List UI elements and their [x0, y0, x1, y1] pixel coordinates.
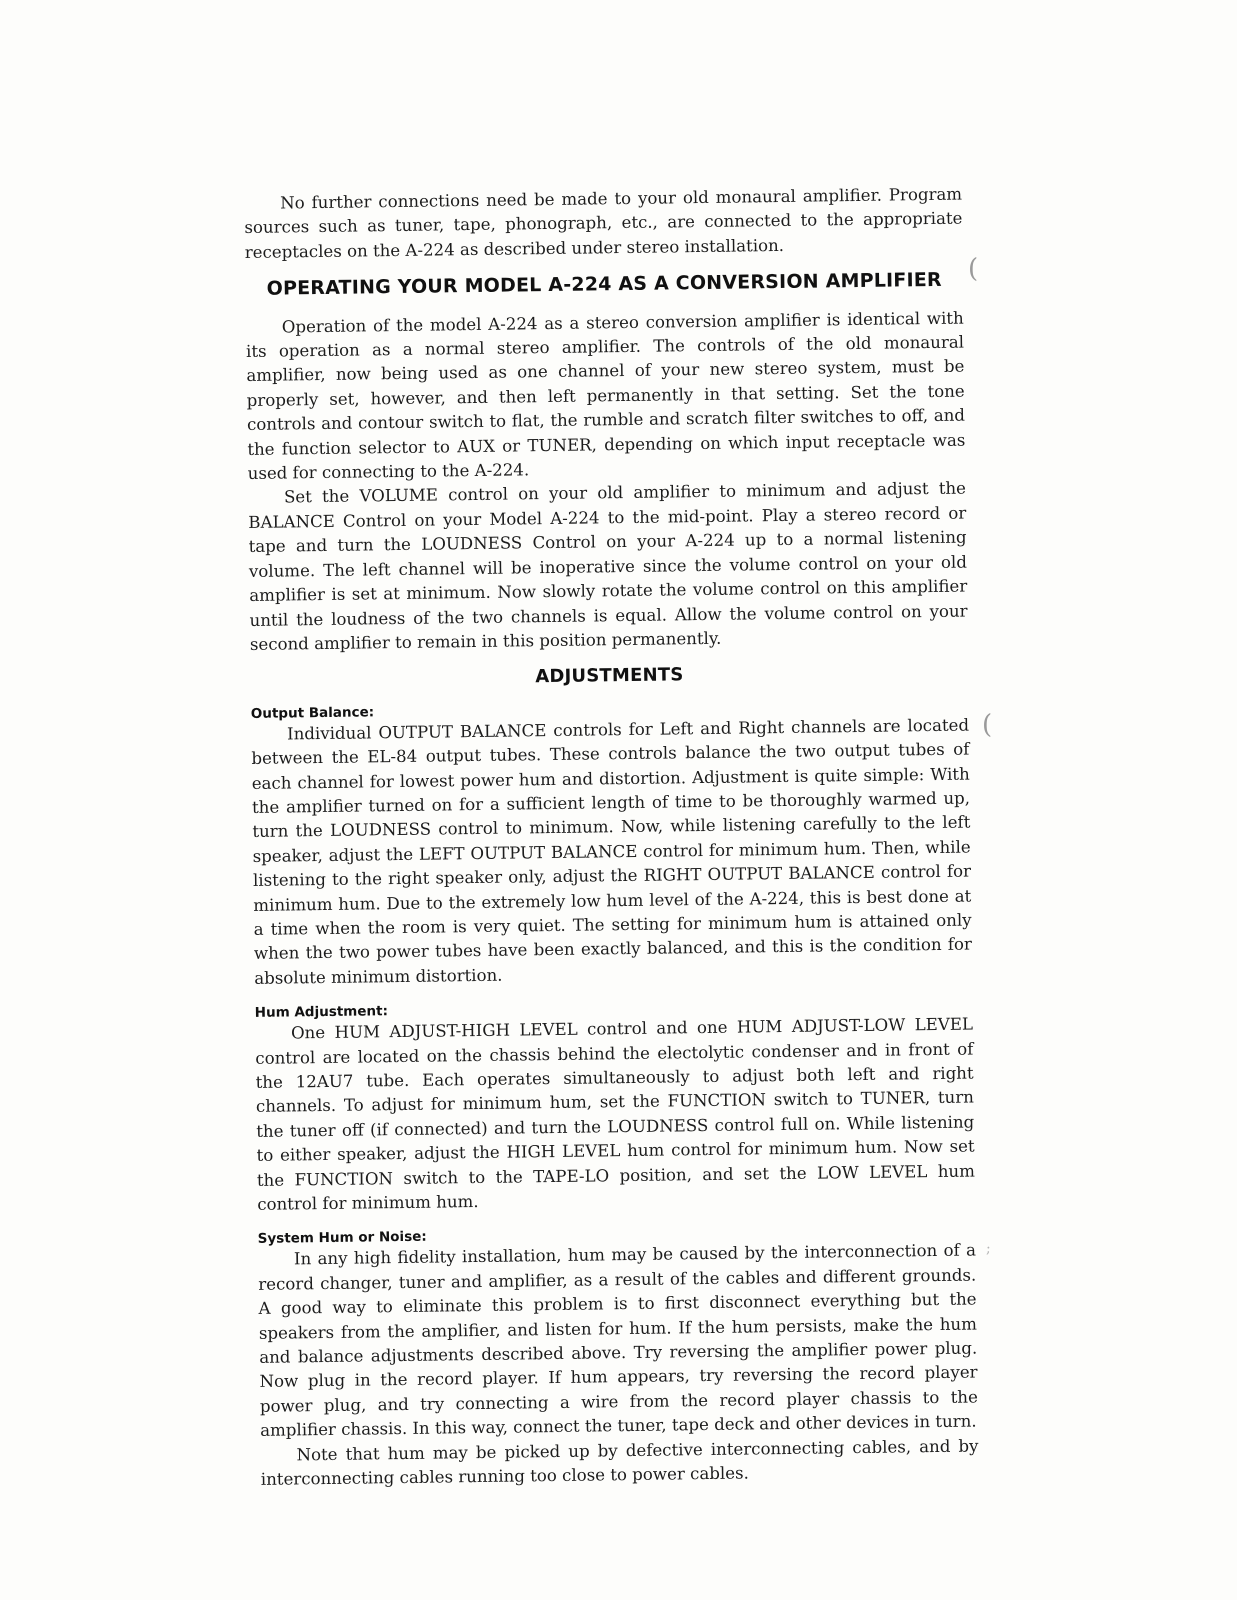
page-content: [244, 183, 979, 1493]
hum-adjustment-paragraph: One HUM ADJUST-HIGH LEVEL control and one HUM ADJUST-LOW LEVEL control are located on the chassis behind the electolytic condenser and in front of the 12AU7 tube. Each operates simultaneously to adjust both left and right channels. To adjust for minimum hum, set the FUNCTION switch to TUNER, turn the tuner off (if connected) and turn the LOUDNESS control full on. While listening to either speaker, adjust the HIGH LEVEL hum control for minimum hum. Now set the FUNCTION switch to the TAPE-LO position, and set the LOW LEVEL hum control for minimum hum.: [255, 1014, 975, 1214]
binding-hole-mark: (: [968, 254, 979, 284]
output-balance-heading: Output Balance:: [250, 704, 375, 722]
output-balance-paragraph: Individual OUTPUT BALANCE controls for Left and Right channels are located between the EL-84 output tubes. These controls balance the two output tubes of each channel for lowest power hum and distortion. Adjustment is quite simple: With the amplifier turned on for a sufficient length of time to be thoroughly warmed up, turn the LOUDNESS control to minimum. Now, while listening carefully to the left speaker, adjust the LEFT OUTPUT BALANCE control for minimum hum. Then, while listening to the right speaker only, adjust the RIGHT OUTPUT BALANCE control for minimum hum. Due to the extremely low hum level of the A-224, this is best done at a time when the room is very quiet. The setting for minimum hum is attained only when the two power tubes have been exactly balanced, and this is the condition for absolute minimum distortion.: [251, 715, 973, 988]
scan-speck-mark: ;: [986, 1241, 991, 1257]
adjustments-section-title: ADJUSTMENTS: [535, 664, 684, 688]
conversion-paragraph-2: Set the VOLUME control on your old amplifier to minimum and adjust the BALANCE Control on your Model A-224 to the mid-point. Play a stereo record or tape and turn the LOUDNESS Control on your A-224 up to a normal listening volume. The left channel will be inoperative since the volume control on your old amplifier is set at minimum. Now slowly rotate the volume control on this amplifier until the loudness of the two channels is equal. Allow the volume control on your second amplifier to remain in this position permanently.: [248, 479, 968, 654]
system-hum-heading: System Hum or Noise:: [257, 1229, 427, 1248]
conversion-section-title: OPERATING YOUR MODEL A-224 AS A CONVERSION AMPLIFIER: [266, 269, 942, 300]
hum-adjustment-heading: Hum Adjustment:: [254, 1003, 389, 1022]
system-hum-paragraph-2: Note that hum may be picked up by defective interconnecting cables, and by interconnecting cables running too close to power cables.: [260, 1436, 979, 1489]
intro-paragraph: No further connections need be made to your old monaural amplifier. Program sources such as tuner, tape, phonograph, etc., are connected to the appropriate receptacles on the A-224 as described under stereo installation.: [244, 184, 963, 262]
binding-hole-mark: (: [982, 710, 993, 740]
system-hum-paragraph-1: In any high fidelity installation, hum may be caused by the interconnection of a record changer, tuner and amplifier, as a result of the cables and different grounds. A good way to eliminate this problem is to first disconnect everything but the speakers from the amplifier, and listen for hum. If the hum persists, make the hum and balance adjustments described above. Try reversing the amplifier power plug. Now plug in the record player. If hum appears, try reversing the record player power plug, and try connecting a wire from the record player chassis to the amplifier chassis. In this way, connect the tuner, tape deck and other devices in turn.: [258, 1240, 978, 1441]
conversion-paragraph-1: Operation of the model A-224 as a stereo conversion amplifier is identical with its operation as a normal stereo amplifier. The controls of the old monaural amplifier, now being used as one channel of your new stereo system, must be properly set, however, and then left permanently in that setting. Set the tone controls and contour switch to flat, the rumble and scratch filter switches to off, and the function selector to AUX or TUNER, depending on which input receptacle was used for connecting to the A-224.: [245, 308, 966, 484]
